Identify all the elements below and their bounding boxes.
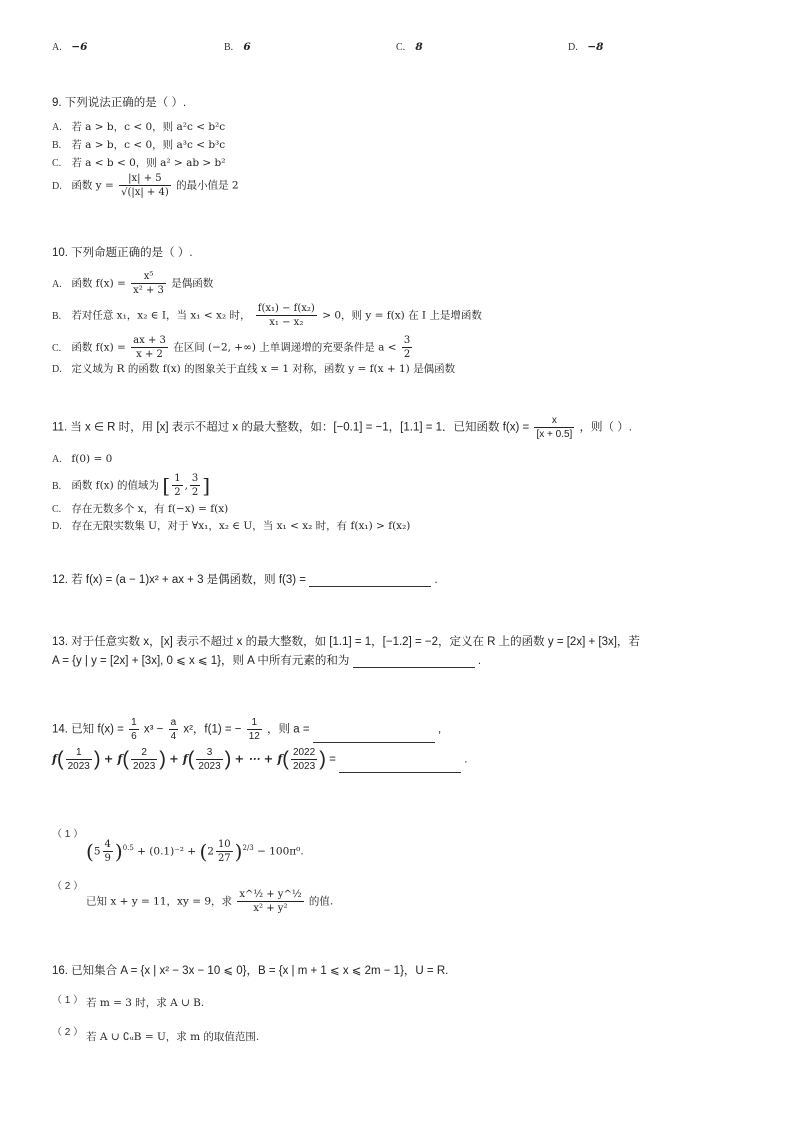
fraction: [119, 172, 171, 199]
option-label: C.: [52, 342, 62, 354]
stem-text: .: [434, 574, 438, 586]
q15-part-1-expression: (5 $\frac{4}{9}$ )$^{0.5}$ + (0.1)⁻² + (2 $\frac{10}{27}$ )$^{2/3}$ − 100π⁰.: [86, 839, 304, 864]
stem-text: .: [477, 655, 482, 667]
stem-text: =: [329, 753, 336, 766]
denominator: 2023: [292, 761, 316, 772]
q14-line-1: [52, 716, 441, 743]
option-value: −6: [71, 41, 88, 53]
option-text: 函数 y =: [71, 179, 114, 192]
expression-text: + (0.1)⁻² +: [137, 845, 197, 858]
fraction: [402, 334, 412, 361]
option-label: A.: [52, 278, 62, 290]
fraction: [216, 838, 233, 865]
fraction: [169, 716, 179, 743]
option-label: A.: [52, 454, 62, 465]
option-label: C.: [52, 158, 62, 169]
option-value: −8: [587, 41, 604, 53]
q16-part-2-label: （ 2 ）: [52, 1027, 84, 1038]
option-text: 若对任意 x₁，x₂ ∈ I，当 x₁ < x₂ 时，: [71, 309, 251, 322]
option-label: B.: [52, 310, 62, 322]
numerator: 1: [174, 473, 181, 484]
stem-text: x³ −: [143, 723, 164, 736]
option-label: B.: [224, 42, 234, 53]
q8-option-c: [396, 40, 423, 55]
option-text: 若 a < b < 0，则 a² > ab > b²: [71, 157, 226, 169]
numerator: a: [170, 717, 177, 728]
expression-text: − 100π⁰.: [257, 845, 304, 858]
q13-line-2: [52, 654, 481, 668]
stem-text: x²，f(1) = −: [183, 723, 242, 736]
numerator: 10: [217, 839, 231, 850]
numerator: x⁵: [131, 270, 166, 284]
option-label: D.: [52, 521, 62, 532]
q10-option-b: [52, 302, 482, 329]
q10-option-a: [52, 270, 213, 297]
answer-blank[interactable]: [313, 730, 435, 743]
stem-text: + f: [169, 751, 188, 766]
q16-part-2-text: 若 A ∪ ∁ᵤB = U，求 m 的取值范围.: [86, 1031, 260, 1043]
mixed-whole: 5: [93, 845, 101, 858]
q11-stem: [52, 414, 632, 441]
q8-option-d: [568, 40, 603, 55]
q9-option-d: [52, 172, 239, 199]
numerator: 1: [247, 716, 262, 730]
option-text: 是偶函数: [171, 277, 214, 290]
stem-text: A = {y | y = [2x] + [3x], 0 ⩽ x ⩽ 1}，则 A 中所有元素的和为: [52, 655, 350, 667]
denominator: 4: [170, 731, 177, 742]
fraction: [66, 746, 92, 773]
numerator: 3: [403, 335, 411, 346]
fraction: [291, 746, 317, 773]
fraction: [196, 746, 222, 773]
q16-part-1-label: （ 1 ）: [52, 995, 84, 1006]
q10-option-c: [52, 334, 414, 361]
stem-text: f: [52, 751, 57, 766]
numerator: x^½ + y^½: [239, 889, 302, 900]
q16-stem: 16. 已知集合 A = {x | x² − 3x − 10 ⩽ 0}，B = {x | m + 1 ⩽ x ⩽ 2m − 1}，U = R.: [52, 965, 449, 977]
mixed-whole: 2: [207, 845, 214, 858]
fraction: [131, 270, 166, 297]
denominator: 27: [217, 853, 231, 864]
stem-text: ，则（ ）.: [579, 421, 632, 434]
denominator: 2023: [198, 761, 221, 772]
fraction: [190, 472, 200, 499]
q9-stem: 9. 下列说法正确的是（ ）.: [52, 97, 187, 109]
stem-text: .: [464, 753, 468, 766]
denominator: 2023: [67, 761, 90, 772]
option-text: 的最小值是 2: [176, 179, 239, 192]
denominator: [x + 0.5]: [536, 429, 573, 440]
numerator: |x| + 5: [119, 172, 171, 186]
option-text: 函数 f(x) 的值域为: [71, 479, 160, 492]
q12-stem: [52, 573, 438, 587]
expression-text: 已知 x + y = 11，xy = 9，求: [86, 895, 233, 908]
stem-text: 11. 当 x ∈ R 时，用 [x] 表示不超过 x 的最大整数，如：[−0.1] = −1，[1.1] = 1．已知函数 f(x) =: [52, 421, 530, 434]
q15-part-2-text: [86, 888, 333, 915]
option-label: A.: [52, 42, 62, 53]
stem-text: ，则 a =: [267, 723, 310, 736]
q9-option-a: [52, 120, 225, 135]
q8-option-a: [52, 40, 87, 55]
stem-text: ,: [437, 723, 442, 736]
q13-line-1: 13. 对于任意实数 x，[x] 表示不超过 x 的最大整数，如 [1.1] = 1，[−1.2] = −2，定义在 R 上的函数 y = [2x] + [3x]，若: [52, 636, 640, 648]
q10-option-d: [52, 362, 455, 377]
fraction: [247, 716, 262, 743]
denominator: 12: [248, 731, 260, 742]
numerator: ax + 3: [133, 335, 166, 346]
denominator: 2: [191, 487, 199, 498]
fraction: [131, 746, 157, 773]
q8-option-b: [224, 40, 251, 55]
q9-option-b: [52, 138, 225, 153]
denominator: 2: [403, 349, 411, 360]
expression-text: 的值.: [308, 895, 334, 908]
denominator: x + 2: [136, 349, 163, 360]
denominator: 2023: [133, 761, 156, 772]
option-label: D.: [52, 364, 62, 375]
option-label: B.: [52, 140, 62, 151]
option-label: B.: [52, 480, 62, 492]
option-text: 函数 f(x) =: [71, 341, 126, 354]
q16-part-1-text: 若 m = 3 时，求 A ∪ B.: [86, 997, 205, 1009]
option-value: 8: [415, 41, 423, 53]
option-label: A.: [52, 122, 62, 133]
denominator: 2: [174, 487, 181, 498]
numerator: 4: [104, 839, 111, 850]
option-label: C.: [52, 504, 62, 515]
option-label: D.: [568, 42, 578, 53]
q11-option-c: [52, 502, 228, 517]
q11-option-b: B. 函数 f(x) 的值域为 [ $\frac{1}{2}$ , $\frac{3}{2}$ ]: [52, 473, 211, 498]
q9-option-c: [52, 156, 225, 171]
option-text: 存在无限实数集 U，对于 ∀x₁，x₂ ∈ U，当 x₁ < x₂ 时，有 f(x₁) > f(x₂): [71, 520, 411, 532]
q10-stem: 10. 下列命题正确的是（ ）.: [52, 247, 193, 259]
numerator: f(x₁) − f(x₂): [257, 303, 315, 314]
option-text: 在区间 (−2, +∞) 上单调递增的充要条件是 a <: [173, 341, 397, 354]
option-text: 定义域为 R 的函数 f(x) 的图象关于直线 x = 1 对称，函数 y = f(x + 1) 是偶函数: [71, 363, 456, 375]
option-text: 若 a > b，c < 0，则 a²c < b²c: [71, 121, 226, 133]
fraction: [129, 716, 139, 743]
fraction: [172, 472, 182, 499]
fraction: [534, 414, 574, 441]
denominator: √(|x| + 4): [121, 187, 169, 198]
fraction: [103, 838, 113, 865]
q11-option-a: [52, 452, 112, 467]
numerator: x: [534, 414, 574, 428]
fraction: [131, 334, 168, 361]
exponent: 2/3: [242, 844, 254, 852]
fraction: [256, 302, 317, 329]
answer-blank[interactable]: [339, 760, 461, 773]
option-label: D.: [52, 180, 62, 192]
stem-text: + ⋯ + f: [234, 751, 283, 766]
numerator: 1: [66, 746, 92, 760]
option-label: C.: [396, 42, 406, 53]
numerator: 3: [196, 746, 222, 760]
numerator: 2022: [292, 747, 316, 758]
option-value: 6: [243, 41, 251, 53]
option-text: 存在无数多个 x，有 f(−x) = f(x): [71, 503, 229, 515]
option-text: 函数 f(x) =: [71, 277, 126, 290]
q15-part-1-label: （ 1 ）: [52, 829, 84, 840]
option-text: > 0，则 y = f(x) 在 I 上是增函数: [322, 309, 482, 322]
fraction: [237, 888, 303, 915]
denominator: x² + 3: [133, 285, 164, 296]
option-text: 若 a > b，c < 0，则 a³c < b³c: [71, 139, 226, 151]
stem-text: 12. 若 f(x) = (a − 1)x² + ax + 3 是偶函数，则 f(3) =: [52, 574, 307, 586]
denominator: 6: [131, 731, 137, 742]
exponent: 0.5: [122, 844, 134, 852]
q14-line-2: f( $\frac{1}{2023}$ ) + f( $\frac{2}{2023}$ ) + f( $\frac{3}{2023}$ ) + ⋯ + f( $\frac{2022}{2023}$ ) = .: [52, 747, 468, 772]
q11-option-d: [52, 519, 410, 534]
numerator: 2: [131, 746, 157, 760]
denominator: x² + y²: [253, 903, 288, 914]
q15-part-2-label: （ 2 ）: [52, 881, 84, 892]
numerator: 1: [131, 717, 137, 728]
answer-blank[interactable]: [309, 574, 431, 587]
stem-text: 14. 已知 f(x) =: [52, 723, 124, 736]
answer-blank[interactable]: [353, 655, 475, 668]
stem-text: + f: [103, 751, 123, 766]
denominator: x₁ − x₂: [269, 317, 304, 328]
denominator: 9: [104, 853, 111, 864]
numerator: 3: [191, 473, 199, 484]
option-text: f(0) = 0: [71, 453, 113, 465]
